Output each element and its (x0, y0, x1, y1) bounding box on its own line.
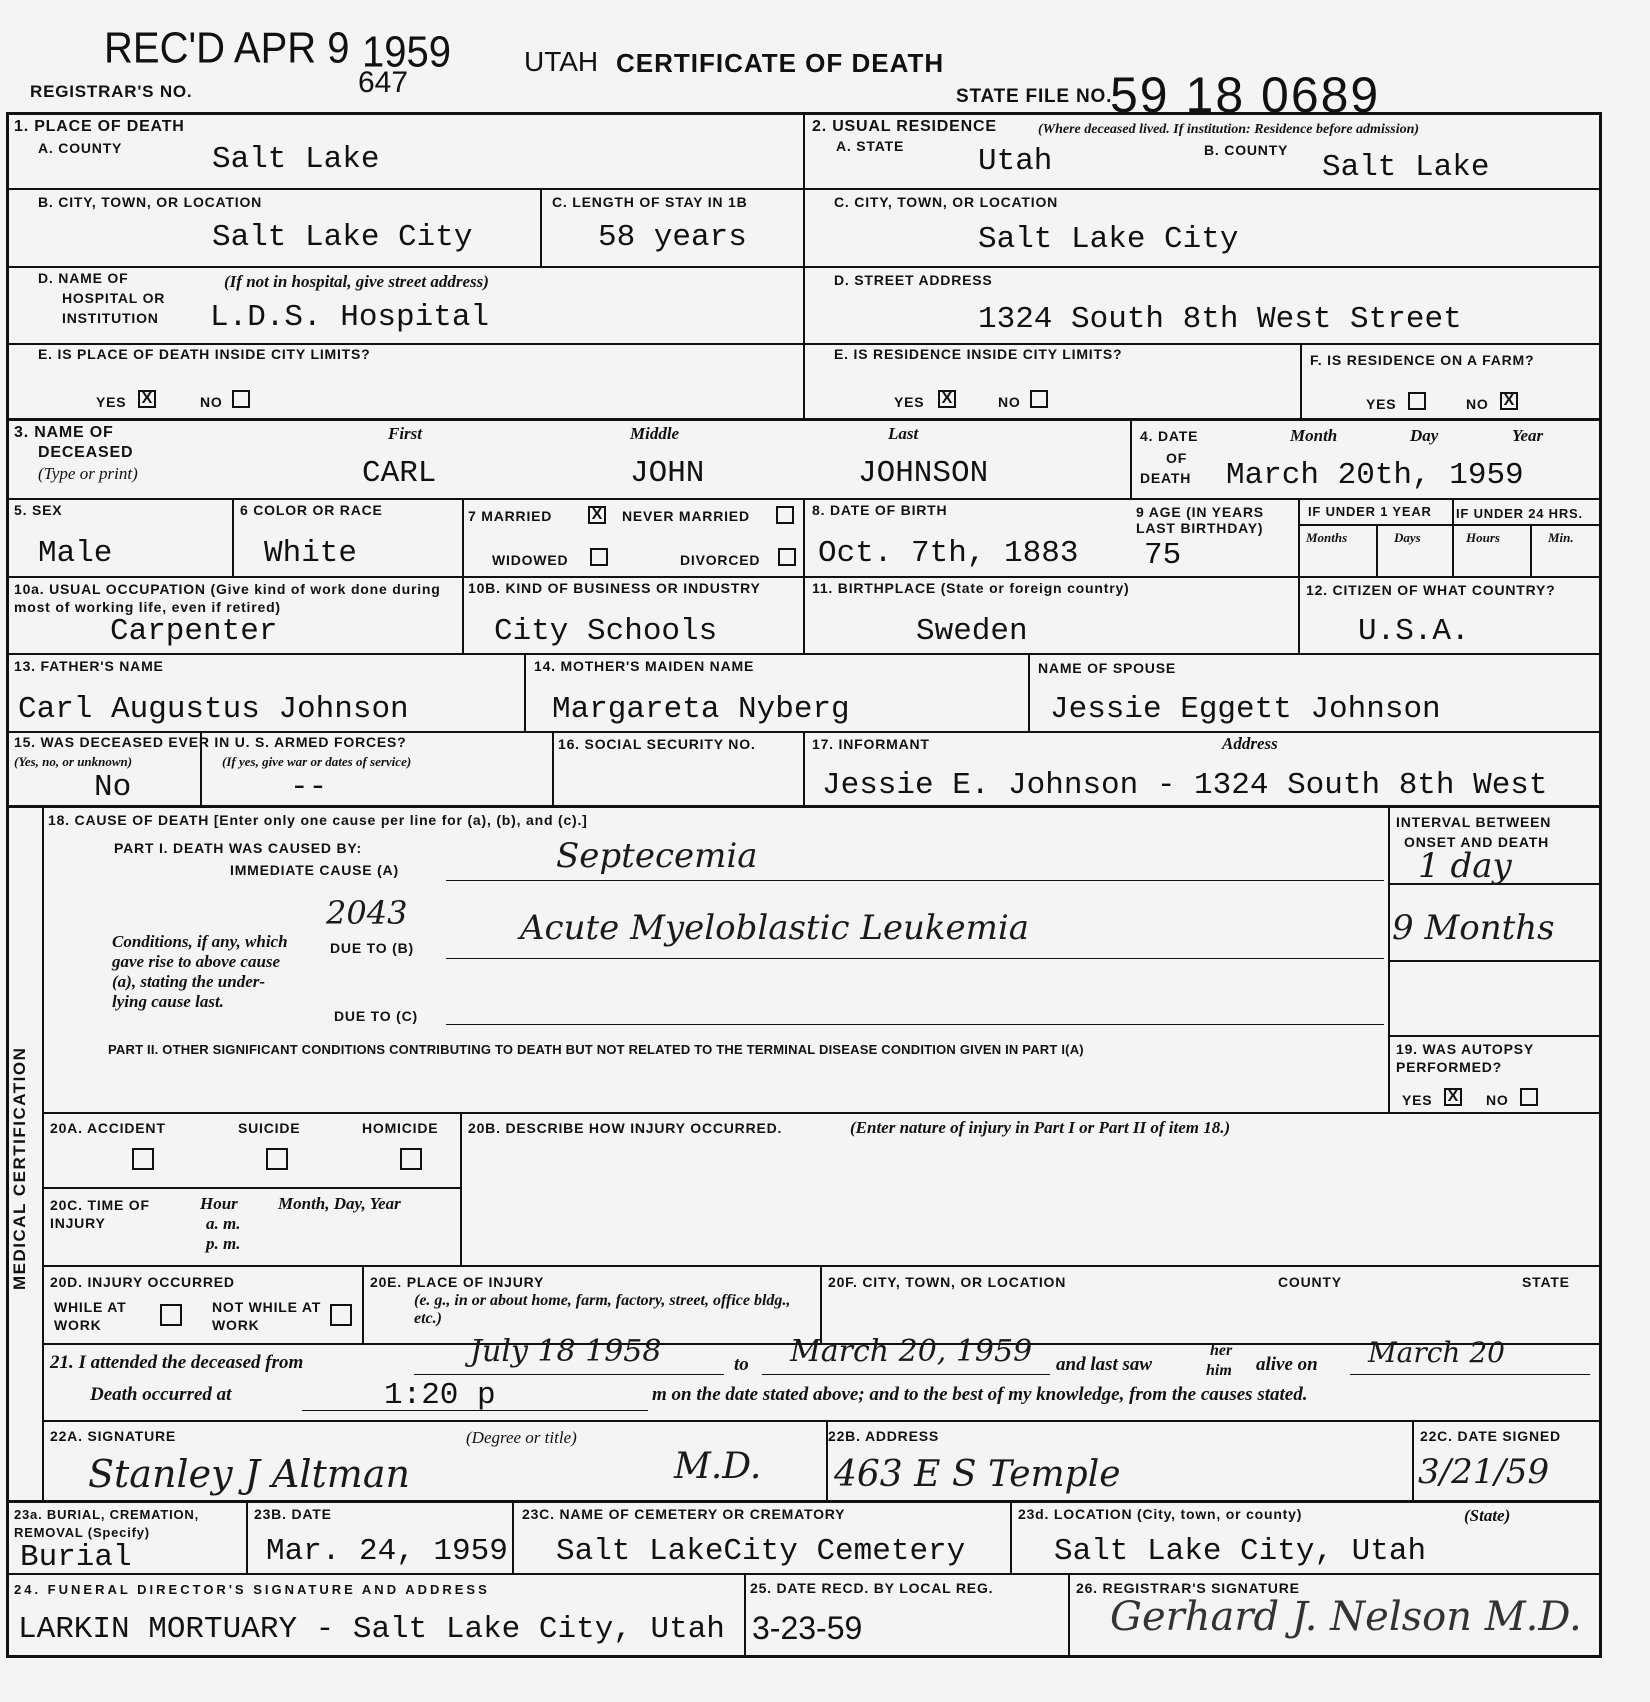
farm-no-checkbox[interactable]: X (1500, 392, 1518, 410)
death-occurred-tail: m on the date stated above; and to the best of my knowledge, from the causes stated. (652, 1384, 1308, 1405)
month-label: Month (1290, 426, 1338, 445)
her-label: her (1210, 1342, 1233, 1359)
residence-inside-city-no-checkbox[interactable] (1030, 390, 1048, 408)
autopsy-label: 19. WAS AUTOPSY PERFORMED? (1396, 1041, 1534, 1075)
funeral-director-label: 24. FUNERAL DIRECTOR'S SIGNATURE AND ADDRESS (14, 1582, 490, 1597)
part-2-label: PART II. OTHER SIGNIFICANT CONDITIONS CONTRIBUTING TO DEATH BUT NOT RELATED TO THE TERMINAL DISEASE CONDITION GIVEN IN PART I(A) (108, 1042, 1084, 1057)
homicide-label: HOMICIDE (362, 1120, 439, 1136)
date-of-death-label-1: 4. DATE (1140, 428, 1199, 444)
informant-value: Jessie E. Johnson - 1324 South 8th West (822, 768, 1548, 803)
physician-address-label: 22B. ADDRESS (828, 1428, 939, 1444)
armed-hint-1: (Yes, no, or unknown) (14, 754, 133, 769)
death-inside-city-no-checkbox[interactable] (232, 390, 250, 408)
father-label: 13. FATHER'S NAME (14, 658, 164, 674)
attended-label: 21. I attended the deceased from (50, 1352, 304, 1373)
hours-label: Hours (1466, 530, 1500, 545)
informant-address-label: Address (1222, 734, 1278, 753)
time-of-death: 1:20 p (384, 1378, 496, 1413)
received-stamp-year: 1959 (362, 27, 451, 77)
autopsy-yes-checkbox[interactable]: X (1444, 1088, 1462, 1106)
registrars-no: 647 (358, 66, 409, 99)
burial-location: Salt Lake City, Utah (1054, 1534, 1427, 1569)
cause-of-death-label: 18. CAUSE OF DEATH [Enter only one cause per line for (a), (b), and (c).] (48, 812, 588, 828)
burial-method-label: 23a. BURIAL, CREMATION, REMOVAL (Specify) (14, 1507, 200, 1540)
injury-city-label: 20F. CITY, TOWN, OR LOCATION (828, 1274, 1067, 1290)
name-of-deceased-label-1: 3. NAME OF (14, 424, 114, 441)
widowed-checkbox[interactable] (590, 548, 608, 566)
min-label: Min. (1548, 530, 1574, 545)
autopsy-no-checkbox[interactable] (1520, 1088, 1538, 1106)
residence-city: Salt Lake City (978, 222, 1239, 257)
mother-label: 14. MOTHER'S MAIDEN NAME (534, 658, 755, 674)
informant-label: 17. INFORMANT (812, 736, 930, 752)
interval-b: 9 Months (1392, 908, 1555, 948)
month-day-year-label: Month, Day, Year (278, 1194, 401, 1213)
injury-occurred-label: 20D. INJURY OCCURRED (50, 1274, 235, 1290)
autopsy-yes-label: YES (1402, 1092, 1433, 1108)
date-signed: 3/21/59 (1418, 1452, 1550, 1492)
spouse-name: Jessie Eggett Johnson (1050, 692, 1441, 727)
months-label: Months (1306, 530, 1348, 545)
physician-signature: Stanley J Altman (88, 1452, 410, 1496)
death-city: Salt Lake City (212, 220, 473, 255)
title-state: UTAH (524, 46, 599, 77)
death-inside-city-yes-checkbox[interactable]: X (138, 390, 156, 408)
married-label: 7 MARRIED (468, 508, 553, 524)
him-label: him (1206, 1362, 1232, 1379)
residence-street: 1324 South 8th West Street (978, 302, 1462, 337)
hospital-label-1: D. NAME OF (38, 270, 129, 286)
residence-county: Salt Lake (1322, 150, 1490, 185)
suicide-checkbox[interactable] (266, 1148, 288, 1170)
interval-label-1: INTERVAL BETWEEN (1396, 814, 1552, 830)
describe-injury-label: 20B. DESCRIBE HOW INJURY OCCURRED. (468, 1120, 783, 1136)
armed-service-value: -- (290, 770, 328, 805)
registrar-signature: Gerhard J. Nelson M.D. (1110, 1594, 1582, 1640)
business-label: 10B. KIND OF BUSINESS OR INDUSTRY (468, 580, 761, 596)
date-signed-label: 22C. DATE SIGNED (1420, 1428, 1561, 1444)
citizen-value: U.S.A. (1358, 614, 1470, 649)
never-married-checkbox[interactable] (776, 506, 794, 524)
no-label-3: NO (1466, 396, 1489, 412)
interval-a: 1 day (1418, 846, 1512, 886)
residence-inside-city-yes-checkbox[interactable]: X (938, 390, 956, 408)
usual-residence-hint: (Where deceased lived. If institution: Residence before admission) (1038, 122, 1420, 137)
cemetery-name: Salt LakeCity Cemetery (556, 1534, 966, 1569)
burial-date: Mar. 24, 1959 (266, 1534, 508, 1569)
citizen-label: 12. CITIZEN OF WHAT COUNTRY? (1306, 582, 1556, 598)
residence-state: Utah (978, 144, 1053, 179)
name-of-deceased-label-2: DECEASED (38, 444, 134, 461)
no-label-2: NO (998, 394, 1021, 410)
under-1-year-label: IF UNDER 1 YEAR (1308, 504, 1432, 519)
am-label: a. m. (206, 1214, 241, 1233)
hospital-label-2: HOSPITAL OR (62, 290, 166, 306)
dob-label: 8. DATE OF BIRTH (812, 502, 948, 518)
length-of-stay: 58 years (598, 220, 747, 255)
while-at-work-checkbox[interactable] (160, 1304, 182, 1326)
autopsy-no-label: NO (1486, 1092, 1509, 1108)
pm-label: p. m. (206, 1234, 241, 1253)
sex-value: Male (38, 536, 113, 571)
under-24-hrs-label: IF UNDER 24 HRS. (1456, 506, 1583, 521)
not-while-at-work-checkbox[interactable] (330, 1304, 352, 1326)
yes-label-2: YES (894, 394, 925, 410)
date-of-death: March 20th, 1959 (1226, 458, 1524, 493)
farm-yes-checkbox[interactable] (1408, 392, 1426, 410)
homicide-checkbox[interactable] (400, 1148, 422, 1170)
due-to-b-label: DUE TO (B) (330, 940, 414, 956)
burial-method: Burial (20, 1540, 132, 1575)
armed-hint-2: (If yes, give war or dates of service) (222, 754, 412, 769)
page-title: CERTIFICATE OF DEATH (616, 48, 945, 78)
date-of-birth: Oct. 7th, 1883 (818, 536, 1079, 571)
street-label: D. STREET ADDRESS (834, 272, 993, 288)
place-of-injury-hint: (e. g., in or about home, farm, factory, street, office bldg., etc.) (414, 1292, 791, 1327)
residence-inside-city-label: E. IS RESIDENCE INSIDE CITY LIMITS? (834, 346, 1123, 362)
cause-b: Acute Myeloblastic Leukemia (520, 908, 1030, 948)
date-of-death-label-3: DEATH (1140, 470, 1192, 486)
received-stamp: REC'D APR 9 (104, 23, 350, 73)
widowed-label: WIDOWED (492, 552, 569, 568)
last-label: Last (888, 424, 919, 443)
divorced-checkbox[interactable] (778, 548, 796, 566)
immediate-cause-label: IMMEDIATE CAUSE (A) (230, 862, 399, 878)
physician-degree: M.D. (674, 1446, 762, 1487)
middle-name: JOHN (630, 456, 705, 491)
last-saw-label: and last saw (1056, 1354, 1153, 1375)
registrars-no-label: REGISTRAR'S NO. (30, 82, 193, 101)
signature-label: 22A. SIGNATURE (50, 1428, 177, 1444)
while-at-work-label: WHILE AT WORK (54, 1299, 127, 1333)
injury-state-label: STATE (1522, 1274, 1570, 1290)
location-label: 23d. LOCATION (City, town, or county) (1018, 1506, 1303, 1522)
not-while-at-work-label: NOT WHILE AT WORK (212, 1299, 322, 1333)
birthplace-value: Sweden (916, 614, 1028, 649)
age-label: 9 AGE (IN YEARS LAST BIRTHDAY) (1136, 504, 1264, 536)
never-married-label: NEVER MARRIED (622, 508, 750, 524)
first-label: First (388, 424, 423, 443)
injury-county-label: COUNTY (1278, 1274, 1342, 1290)
state-label: A. STATE (836, 138, 905, 154)
armed-forces-value: No (94, 770, 132, 805)
cemetery-label: 23C. NAME OF CEMETERY OR CREMATORY (522, 1506, 846, 1522)
due-to-c-label: DUE TO (C) (334, 1008, 418, 1024)
alive-on-label: alive on (1256, 1354, 1318, 1375)
yes-label-3: YES (1366, 396, 1397, 412)
accident-label: 20A. ACCIDENT (50, 1120, 166, 1136)
attended-to: March 20, 1959 (790, 1334, 1033, 1369)
medical-certification-side-label: MEDICAL CERTIFICATION (10, 1046, 29, 1290)
divorced-label: DIVORCED (680, 552, 761, 568)
stay-label: C. LENGTH OF STAY IN 1B (552, 194, 748, 210)
funeral-director: LARKIN MORTUARY - Salt Lake City, Utah (18, 1612, 725, 1647)
farm-label: F. IS RESIDENCE ON A FARM? (1310, 352, 1535, 368)
conditions-label: Conditions, if any, which gave rise to above cause (a), stating the under-lying cause last. (112, 932, 288, 1011)
sex-label: 5. SEX (14, 502, 63, 518)
attended-from: July 18 1958 (470, 1334, 662, 1369)
registrar-signature-label: 26. REGISTRAR'S SIGNATURE (1076, 1580, 1300, 1596)
county-label: A. COUNTY (38, 140, 123, 156)
cause-code: 2043 (326, 894, 408, 932)
date-of-death-label-2: OF (1166, 450, 1188, 466)
spouse-label: NAME OF SPOUSE (1038, 660, 1176, 676)
usual-residence-label: 2. USUAL RESIDENCE (812, 118, 997, 135)
mother-name: Margareta Nyberg (552, 692, 850, 727)
death-occurred-label: Death occurred at (90, 1384, 232, 1405)
armed-forces-label: 15. WAS DECEASED EVER IN U. S. ARMED FORCES? (14, 734, 407, 750)
birthplace-label: 11. BIRTHPLACE (State or foreign country) (812, 580, 1130, 596)
days-label: Days (1394, 530, 1421, 545)
accident-checkbox[interactable] (132, 1148, 154, 1170)
place-of-injury-label: 20E. PLACE OF INJURY (370, 1274, 545, 1290)
occupation-label: 10a. USUAL OCCUPATION (Give kind of work done during most of working life, even if retired) (14, 581, 441, 615)
death-county: Salt Lake (212, 142, 380, 177)
race-value: White (264, 536, 358, 571)
race-label: 6 COLOR OR RACE (240, 502, 383, 518)
father-name: Carl Augustus Johnson (18, 692, 409, 727)
married-checkbox[interactable]: X (588, 506, 606, 524)
state-file-label: STATE FILE NO. (956, 86, 1113, 107)
last-name: JOHNSON (858, 456, 989, 491)
residence-county-label: B. COUNTY (1204, 142, 1289, 158)
no-label: NO (200, 394, 223, 410)
state-file-number: 59 18 0689 (1110, 67, 1381, 123)
immediate-cause: Septecemia (556, 836, 758, 876)
yes-label: YES (96, 394, 127, 410)
day-label: Day (1410, 426, 1439, 445)
middle-label: Middle (630, 424, 680, 443)
city-label: B. CITY, TOWN, OR LOCATION (38, 194, 263, 210)
year-label: Year (1512, 426, 1544, 445)
business-value: City Schools (494, 614, 718, 649)
residence-city-label: C. CITY, TOWN, OR LOCATION (834, 194, 1059, 210)
hour-label: Hour (200, 1194, 238, 1213)
interval-label-2: ONSET AND DEATH (1404, 834, 1549, 850)
describe-injury-hint: (Enter nature of injury in Part I or Part II of item 18.) (850, 1118, 1231, 1137)
suicide-label: SUICIDE (238, 1120, 301, 1136)
part-1-label: PART I. DEATH WAS CAUSED BY: (114, 840, 362, 856)
burial-date-label: 23B. DATE (254, 1506, 332, 1522)
hospital-hint: (If not in hospital, give street address) (224, 272, 489, 291)
last-saw-date: March 20 (1368, 1336, 1505, 1369)
hospital-label-3: INSTITUTION (62, 310, 159, 326)
to-label: to (734, 1354, 749, 1375)
type-or-print-label: (Type or print) (38, 464, 138, 483)
ssn-label: 16. SOCIAL SECURITY NO. (558, 736, 756, 752)
location-state-label: (State) (1464, 1506, 1511, 1525)
first-name: CARL (362, 456, 437, 491)
degree-label: (Degree or title) (466, 1428, 577, 1447)
time-of-injury-label: 20C. TIME OF INJURY (50, 1197, 150, 1231)
inside-city-label: E. IS PLACE OF DEATH INSIDE CITY LIMITS? (38, 346, 371, 362)
occupation-value: Carpenter (110, 614, 278, 649)
physician-address: 463 E S Temple (834, 1454, 1121, 1495)
date-recd: 3-23-59 (752, 1610, 863, 1646)
date-recd-label: 25. DATE RECD. BY LOCAL REG. (750, 1580, 994, 1596)
age-value: 75 (1144, 538, 1182, 573)
hospital-name: L.D.S. Hospital (210, 300, 490, 335)
place-of-death-label: 1. PLACE OF DEATH (14, 118, 185, 135)
